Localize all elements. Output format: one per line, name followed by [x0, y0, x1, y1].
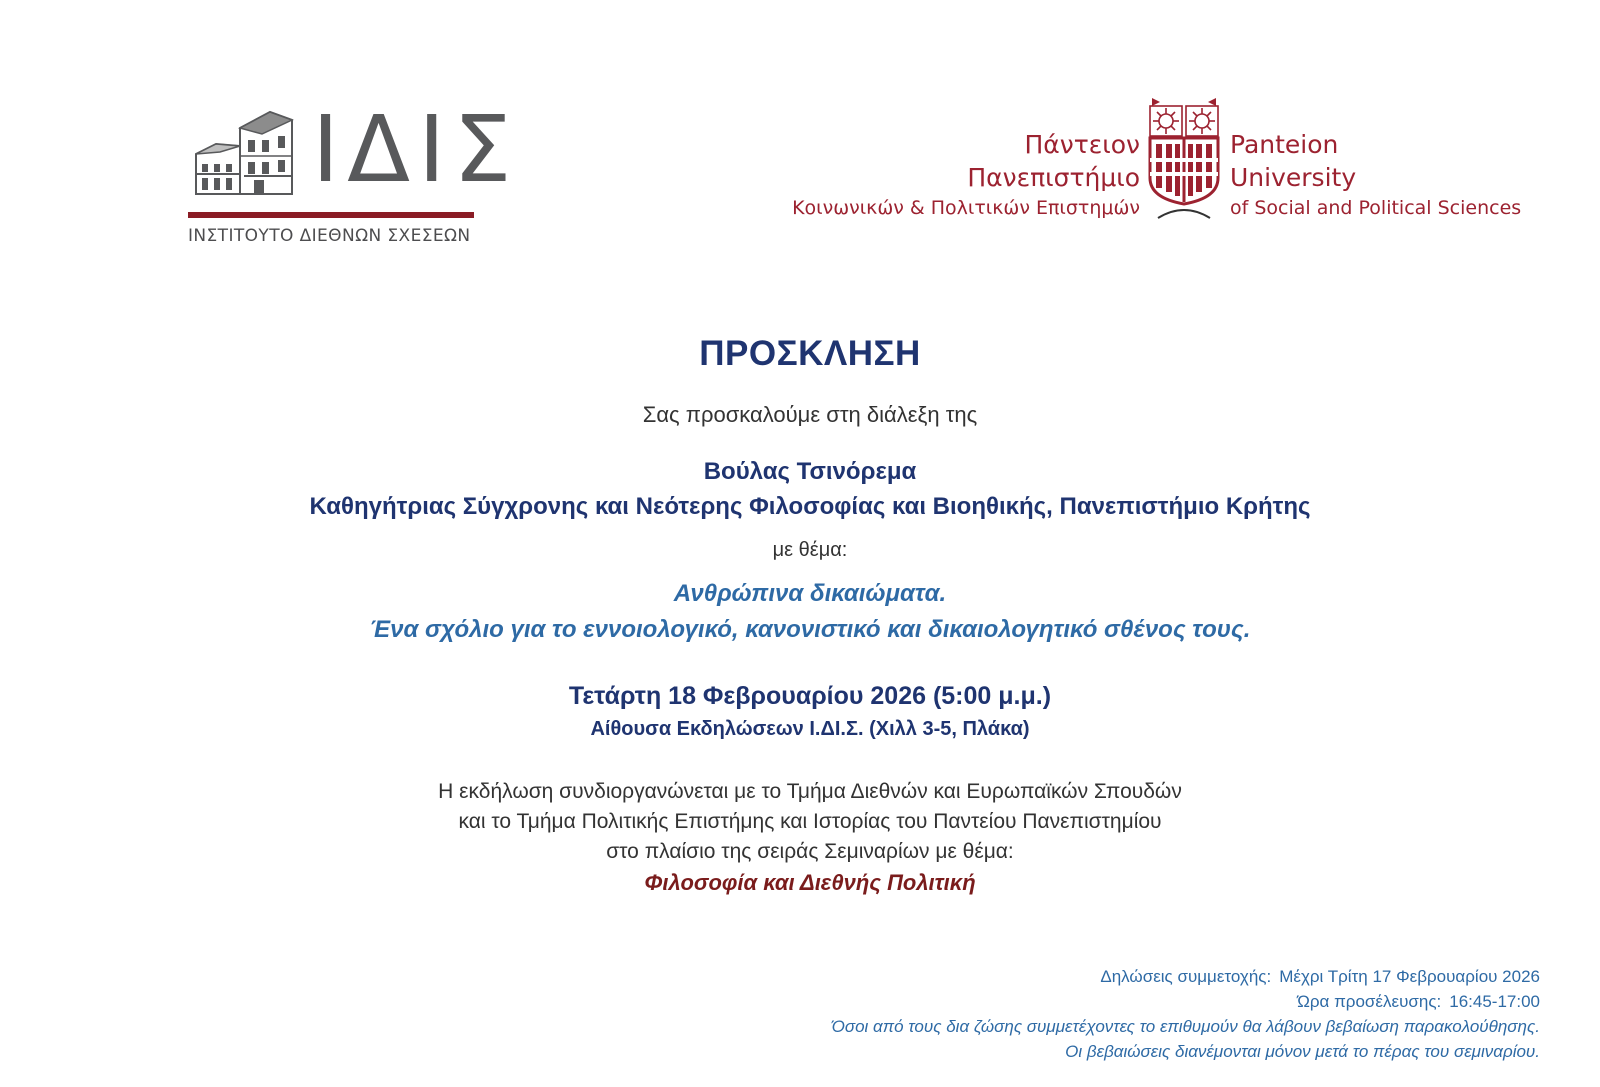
seminar-series-title: Φιλοσοφία και Διεθνής Πολιτική [644, 870, 976, 895]
topic-intro: με θέμα: [772, 539, 848, 561]
footer-notes [831, 964, 1540, 1064]
idis-name: ΙΔΙΣ [312, 96, 520, 203]
event-date-time: Τετάρτη 18 Φεβρουαρίου 2026 (5:00 μ.μ.) [568, 682, 1052, 710]
speaker-role: Καθηγήτριας Σύγχρονης και Νεότερης Φιλοσοφίας και Βιοηθικής, Πανεπιστήμιο Κρήτης [309, 493, 1311, 520]
event-venue: Αίθουσα Εκδηλώσεων Ι.ΔΙ.Σ. (Χιλλ 3-5, Πλάκα) [590, 718, 1030, 740]
registration-label: Δηλώσεις συμμετοχής: [1100, 967, 1272, 986]
idis-subtitle: ΙΝΣΤΙΤΟΥΤΟ ΔΙΕΘΝΩΝ ΣΧΕΣΕΩΝ [188, 226, 471, 246]
panteion-english-line2: University [1230, 163, 1357, 192]
arrival-time: 16:45-17:00 [1449, 992, 1540, 1011]
invitation-intro: Σας προσκαλούμε στη διάλεξη της [642, 402, 978, 427]
invitation-title: ΠΡΟΣΚΛΗΣΗ [699, 334, 921, 373]
arrival-note [831, 989, 1540, 1014]
panteion-logo [792, 92, 1540, 232]
idis-divider [188, 212, 474, 218]
certificate-note-2: Οι βεβαιώσεις διανέμονται μόνον μετά το πέρας του σεμιναρίου. [1065, 1042, 1540, 1061]
registration-deadline: Μέχρι Τρίτη 17 Φεβρουαρίου 2026 [1279, 967, 1540, 986]
topic-line-2: Ένα σχόλιο για το εννοιολογικό, κανονιστικό και δικαιολογητικό σθένος τους. [369, 616, 1251, 643]
organizers-line-1: Η εκδήλωση συνδιοργανώνεται με το Τμήμα Διεθνών και Ευρωπαϊκών Σπουδών [438, 780, 1182, 803]
registration-note [831, 964, 1540, 989]
speaker-name: Βούλας Τσινόρεμα [703, 458, 917, 485]
certificate-note-1: Όσοι από τους δια ζώσης συμμετέχοντες το επιθυμούν θα λάβουν βεβαίωση παρακολούθησης. [831, 1017, 1540, 1036]
organizers-line-2: και το Τμήμα Πολιτικής Επιστήμης και Ιστορίας του Παντείου Πανεπιστημίου [458, 810, 1162, 833]
panteion-greek-line3: Κοινωνικών & Πολιτικών Επιστημών [792, 197, 1140, 219]
building-icon [194, 106, 298, 198]
idis-logo [188, 96, 520, 250]
topic-line-1: Ανθρώπινα δικαιώματα. [673, 580, 947, 607]
panteion-emblem-icon [1146, 94, 1222, 220]
panteion-english-line3: of Social and Political Sciences [1230, 197, 1522, 219]
arrival-label: Ώρα προσέλευσης: [1297, 992, 1442, 1011]
panteion-greek-line1: Πάντειον [1024, 130, 1140, 159]
panteion-greek-line2: Πανεπιστήμιο [967, 163, 1140, 192]
panteion-english-line1: Panteion [1230, 130, 1339, 159]
organizers-line-3: στο πλαίσιο της σειράς Σεμιναρίων με θέμα: [606, 840, 1014, 863]
